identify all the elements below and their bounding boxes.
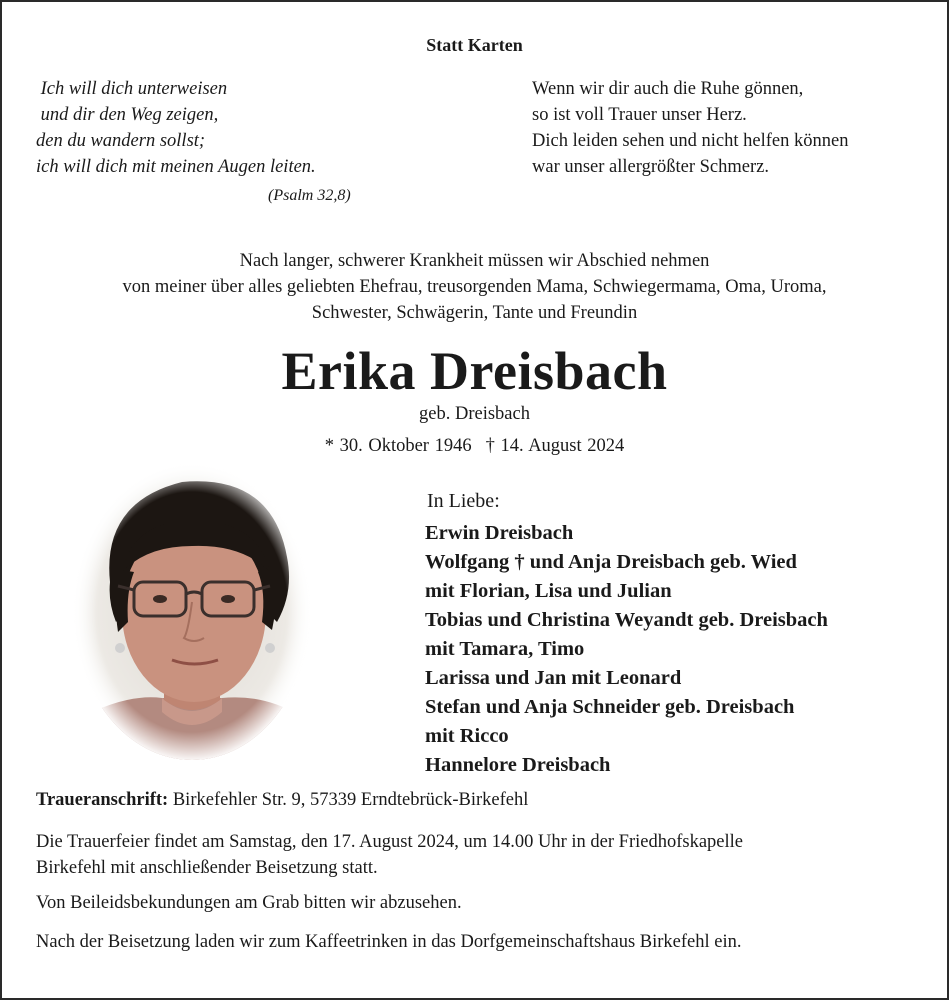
mourners-heading: In Liebe:	[427, 490, 500, 512]
poem-line: Wenn wir dir auch die Ruhe gönnen,	[532, 79, 804, 99]
intro-line: Nach langer, schwerer Krankheit müssen wir Abschied nehmen	[239, 251, 710, 271]
mourner-line: mit Florian, Lisa und Julian	[425, 580, 672, 602]
ceremony-info	[36, 829, 916, 881]
verse-line: und dir den Weg zeigen,	[36, 105, 219, 125]
mourner-line: Erwin Dreisbach	[425, 522, 574, 544]
portrait-photo	[72, 462, 312, 762]
poem-line: war unser allergrößter Schmerz.	[532, 157, 769, 177]
ceremony-line: Die Trauerfeier findet am Samstag, den 17. August 2024, um 14.00 Uhr in der Friedhofskapelle	[36, 832, 743, 852]
condolence-note: Von Beileidsbekundungen am Grab bitten wir abzusehen.	[36, 893, 462, 913]
mourner-line: Wolfgang † und Anja Dreisbach geb. Wied	[425, 551, 797, 573]
death-date: † 14. August 2024	[485, 436, 625, 456]
deceased-name: Erika Dreisbach	[281, 341, 668, 401]
poem-line: so ist voll Trauer unser Herz.	[532, 105, 747, 125]
intro-text	[2, 248, 947, 326]
mourner-line: mit Ricco	[425, 725, 509, 747]
intro-line: Schwester, Schwägerin, Tante und Freundin	[311, 303, 638, 323]
coffee-invitation: Nach der Beisetzung laden wir zum Kaffeetrinken in das Dorfgemeinschaftshaus Birkefehl ein.	[36, 932, 742, 952]
birth-date: * 30. Oktober 1946	[324, 436, 472, 456]
intro-line: von meiner über alles geliebten Ehefrau, treusorgenden Mama, Schwiegermama, Oma, Uroma,	[122, 277, 827, 297]
mourner-line: mit Tamara, Timo	[425, 638, 585, 660]
address-label: Traueranschrift:	[36, 790, 169, 810]
birth-name: geb. Dreisbach	[419, 404, 530, 424]
header-title: Statt Karten	[426, 35, 523, 55]
verse-source: (Psalm 32,8)	[268, 187, 351, 204]
verse-line: den du wandern sollst;	[36, 131, 206, 151]
poem-line: Dich leiden sehen und nicht helfen können	[532, 131, 849, 151]
mourner-line: Tobias und Christina Weyandt geb. Dreisbach	[425, 609, 828, 631]
verse-line: Ich will dich unterweisen	[36, 79, 228, 99]
mourner-line: Larissa und Jan mit Leonard	[425, 667, 682, 689]
mourner-line: Hannelore Dreisbach	[425, 754, 611, 776]
mourner-line: Stefan und Anja Schneider geb. Dreisbach	[425, 696, 795, 718]
mourning-poem	[532, 76, 932, 180]
address-value: Birkefehler Str. 9, 57339 Erndtebrück-Birkefehl	[168, 790, 529, 810]
ceremony-line: Birkefehl mit anschließender Beisetzung statt.	[36, 858, 378, 878]
verse-line: ich will dich mit meinen Augen leiten.	[36, 157, 316, 177]
psalm-verse	[36, 76, 456, 180]
mourners-list	[425, 519, 935, 780]
mourning-address	[36, 790, 528, 811]
life-dates	[2, 436, 947, 457]
